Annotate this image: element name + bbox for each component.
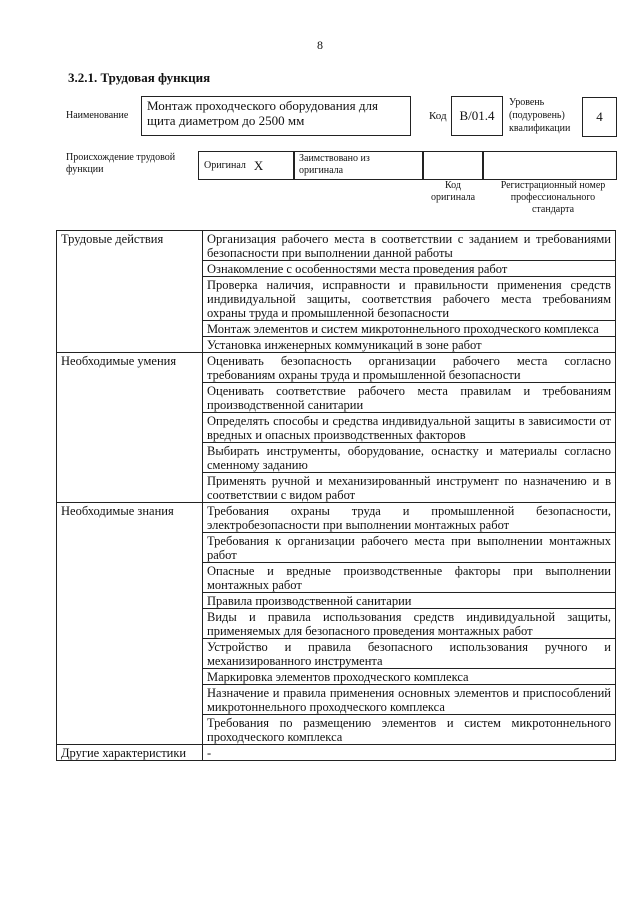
borrowed-cell: Заимствовано из оригинала (294, 151, 423, 180)
section-item: Оценивать соответствие рабочего места правилам и требованиям производственной санитарии (203, 383, 616, 413)
section-item: Определять способы и средства индивидуальной защиты в зависимости от вредных и опасных производственных факторов (203, 413, 616, 443)
origin-label: Происхождение трудовой функции (66, 152, 176, 175)
section-item: Монтаж элементов и систем микротоннельного проходческого комплекса (203, 321, 616, 337)
section-item: Требования охраны труда и промышленной безопасности, электробезопасности при выполнении монтажных работ (203, 503, 616, 533)
section-item: Применять ручной и механизированный инструмент по назначению и в соответствии с видом работ (203, 473, 616, 503)
page-number: 8 (317, 38, 323, 52)
section-item: Выбирать инструменты, оборудование, оснастку и материалы согласно сменному заданию (203, 443, 616, 473)
section-item: Установка инженерных коммуникаций в зоне работ (203, 337, 616, 353)
section-item: Правила производственной санитарии (203, 593, 616, 609)
reg-number-cell (483, 151, 617, 180)
caption-code-original: Код оригинала (430, 180, 476, 203)
original-label: Оригинал (204, 160, 246, 171)
section-title-cell: Необходимые знания (57, 503, 203, 745)
section-title-cell: Другие характеристики (57, 745, 203, 761)
section-item: Назначение и правила применения основных элементов и приспособлений микротоннельного проходческого комплекса (203, 685, 616, 715)
original-cell (198, 151, 294, 180)
code-value-box: B/01.4 (451, 96, 503, 136)
section-title: 3.2.1. Трудовая функция (68, 70, 211, 85)
function-name-box: Монтаж проходческого оборудования для щита диаметром до 2500 мм (141, 96, 411, 136)
caption-reg-number: Регистрационный номер профессионального стандарта (500, 180, 606, 215)
function-table (56, 230, 616, 761)
code-original-cell (423, 151, 483, 180)
section-item: Опасные и вредные производственные факторы при выполнении монтажных работ (203, 563, 616, 593)
section-item: Проверка наличия, исправности и правильности применения средств индивидуальной защиты, соответствия рабочего места требованиям охраны труда и промышленной безопасности (203, 277, 616, 321)
section-title-cell: Необходимые умения (57, 353, 203, 503)
table-row (57, 353, 616, 383)
table-row (57, 745, 616, 761)
section-item: Требования к организации рабочего места при выполнении монтажных работ (203, 533, 616, 563)
section-item: Ознакомление с особенностями места проведения работ (203, 261, 616, 277)
code-label: Код (429, 110, 447, 122)
section-item: Виды и правила использования средств индивидуальной защиты, применяемых для безопасного проведения монтажных работ (203, 609, 616, 639)
section-item: Организация рабочего места в соответствии с заданием и требованиями безопасности при выполнении данной работы (203, 231, 616, 261)
section-item: Оценивать безопасность организации рабочего места согласно требованиям охраны труда и промышленной безопасности (203, 353, 616, 383)
section-title-cell: Трудовые действия (57, 231, 203, 353)
original-mark: X (253, 157, 264, 173)
level-label: Уровень (подуровень) квалификации (509, 97, 571, 134)
table-row (57, 231, 616, 261)
section-item: - (203, 745, 616, 761)
level-value-box: 4 (582, 97, 617, 137)
section-item: Устройство и правила безопасного использования ручного и механизированного инструмента (203, 639, 616, 669)
section-item: Маркировка элементов проходческого комплекса (203, 669, 616, 685)
section-item: Требования по размещению элементов и систем микротоннельного проходческого комплекса (203, 715, 616, 745)
table-row (57, 503, 616, 533)
name-label: Наименование (66, 110, 129, 121)
